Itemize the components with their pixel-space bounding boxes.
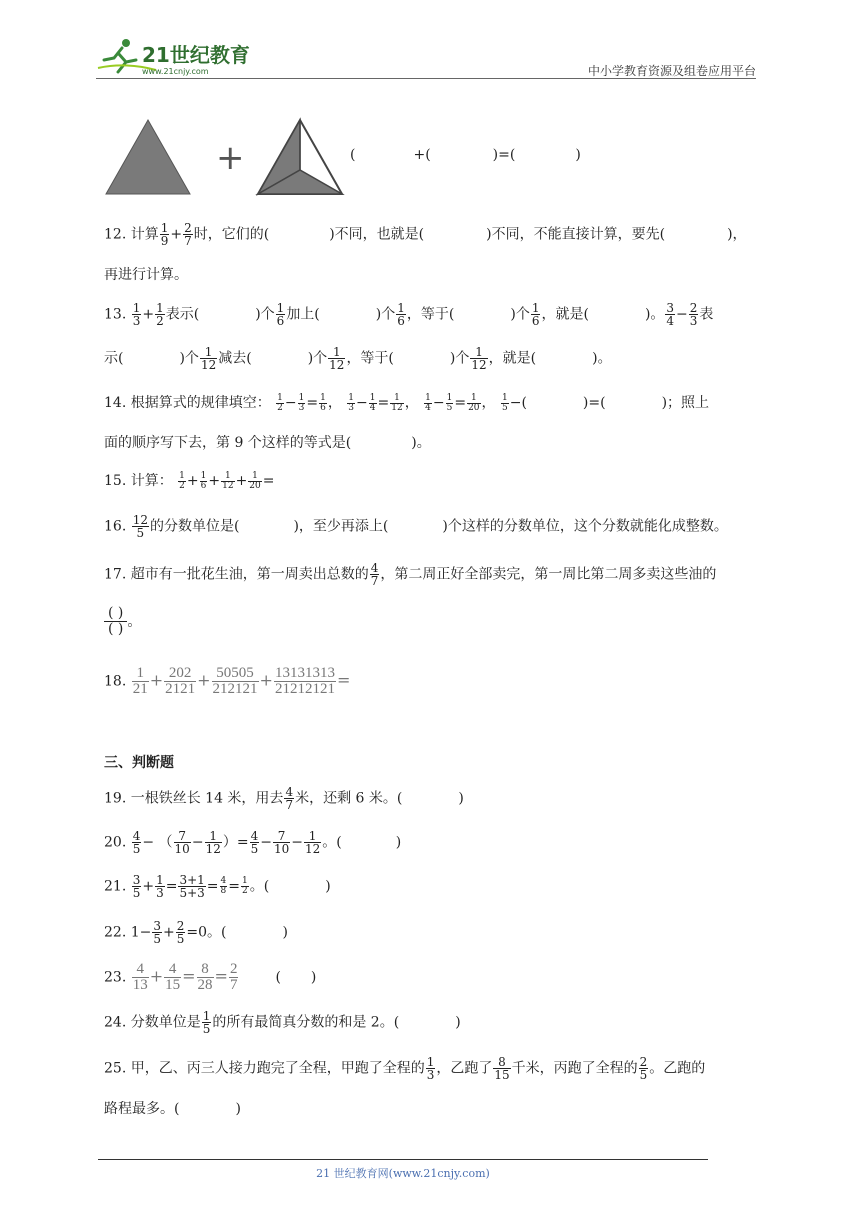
question-14-line2: 面的顺序写下去，第 9 个这样的等式是( )。 xyxy=(104,435,431,451)
site-logo xyxy=(96,36,256,78)
logo-text: 21世纪教育 xyxy=(142,43,250,67)
question-13-line2: 示( )个 $\frac{1}{12}$ 减去( )个 $\frac{1}{12}$ ，等于( )个 $\frac{1}{12}$ ，就是( )。 xyxy=(104,345,612,372)
header-divider xyxy=(96,78,756,79)
footer-divider xyxy=(98,1159,708,1160)
question-14: 14. 根据算式的规律填空： $\frac{1}{2}$ − $\frac{1}{3}$ = $\frac{1}{6}$ ， $\frac{1}{3}$ − $\frac{1}{4}$ = $\frac{1}{12}$ ， $\frac{1}{4}$ − $\frac{1}{5}$ = $\frac{1}{20}$ ， $\frac{1}{5}$ −( )=( )；照上 xyxy=(104,392,710,413)
full-triangle xyxy=(106,120,190,194)
logo-url: www.21cnjy.com xyxy=(142,67,209,76)
question-17: 17. 超市有一批花生油，第一周卖出总数的 $\frac{4}{7}$ ，第二周正好全部卖完，第一周比第二周多卖这些油的 xyxy=(104,561,717,588)
question-19: 19. 一根铁丝长 14 米，用去 $\frac{4}{7}$ 米，还剩 6 米。( ) xyxy=(104,785,464,812)
footer-text[interactable]: 21 世纪教育网(www.21cnjy.com) xyxy=(316,1167,490,1180)
header-platform-text: 中小学教育资源及组卷应用平台 xyxy=(587,64,756,78)
section-title-judgement: 三、判断题 xyxy=(104,755,174,771)
question-12: 12. 计算 $\frac{1}{9}$ + $\frac{2}{7}$ 时，它们的( )不同，也就是( )不同，不能直接计算，要先( )， xyxy=(104,221,747,248)
question-22: 22. 1− $\frac{3}{5}$ + $\frac{2}{5}$ =0。( ) xyxy=(104,919,288,946)
question-25: 25. 甲，乙、丙三人接力跑完了全程，甲跑了全程的 $\frac{1}{3}$ ，乙跑了 $\frac{8}{15}$ 千米，丙跑了全程的 $\frac{2}{5}$ 。乙跑的 xyxy=(104,1055,706,1082)
question-25-line2: 路程最多。( ) xyxy=(104,1101,241,1117)
question-18: 18. $\frac{1}{21}$ + $\frac{202}{2121}$ + $\frac{50505}{212121}$ + $\frac{13131313}{21212121}$ = xyxy=(104,665,351,697)
question-21: 21. $\frac{3}{5}$ + $\frac{1}{3}$ = $\frac{3+1}{5+3}$ = $\frac{4}{8}$ = $\frac{1}{2}$ 。( ) xyxy=(104,873,331,900)
figure-plus: + xyxy=(216,138,245,178)
question-13: 13. $\frac{1}{3}$ + $\frac{1}{2}$ 表示( )个 $\frac{1}{6}$ 加上( )个 $\frac{1}{6}$ ，等于( )个 $\frac{1}{6}$ ，就是( )。 $\frac{3}{4}$ − $\frac{2}{3}$ 表 xyxy=(104,301,714,328)
question-16: 16. $\frac{12}{5}$ 的分数单位是( )，至少再添上( )个这样的分数单位，这个分数就能化成整数。 xyxy=(104,513,728,540)
question-17-answer: ( ) ( ) 。 xyxy=(104,606,141,638)
question-15: 15. 计算： $\frac{1}{2}$ + $\frac{1}{6}$ + $\frac{1}{12}$ + $\frac{1}{20}$ = xyxy=(104,470,275,491)
figure-expression: ( +( )=( ) xyxy=(350,147,581,163)
question-23: 23. $\frac{4}{13}$ + $\frac{4}{15}$ = $\frac{8}{28}$ = $\frac{2}{7}$ ( ) xyxy=(104,961,317,993)
question-12-line2: 再进行计算。 xyxy=(104,267,188,283)
question-24: 24. 分数单位是 $\frac{1}{5}$ 的所有最简真分数的和是 2。( ) xyxy=(104,1009,461,1036)
question-20: 20. $\frac{4}{5}$ − （ $\frac{7}{10}$ − $\frac{1}{12}$ ）= $\frac{4}{5}$ − $\frac{7}{10}$ − $\frac{1}{12}$ 。( ) xyxy=(104,829,402,856)
